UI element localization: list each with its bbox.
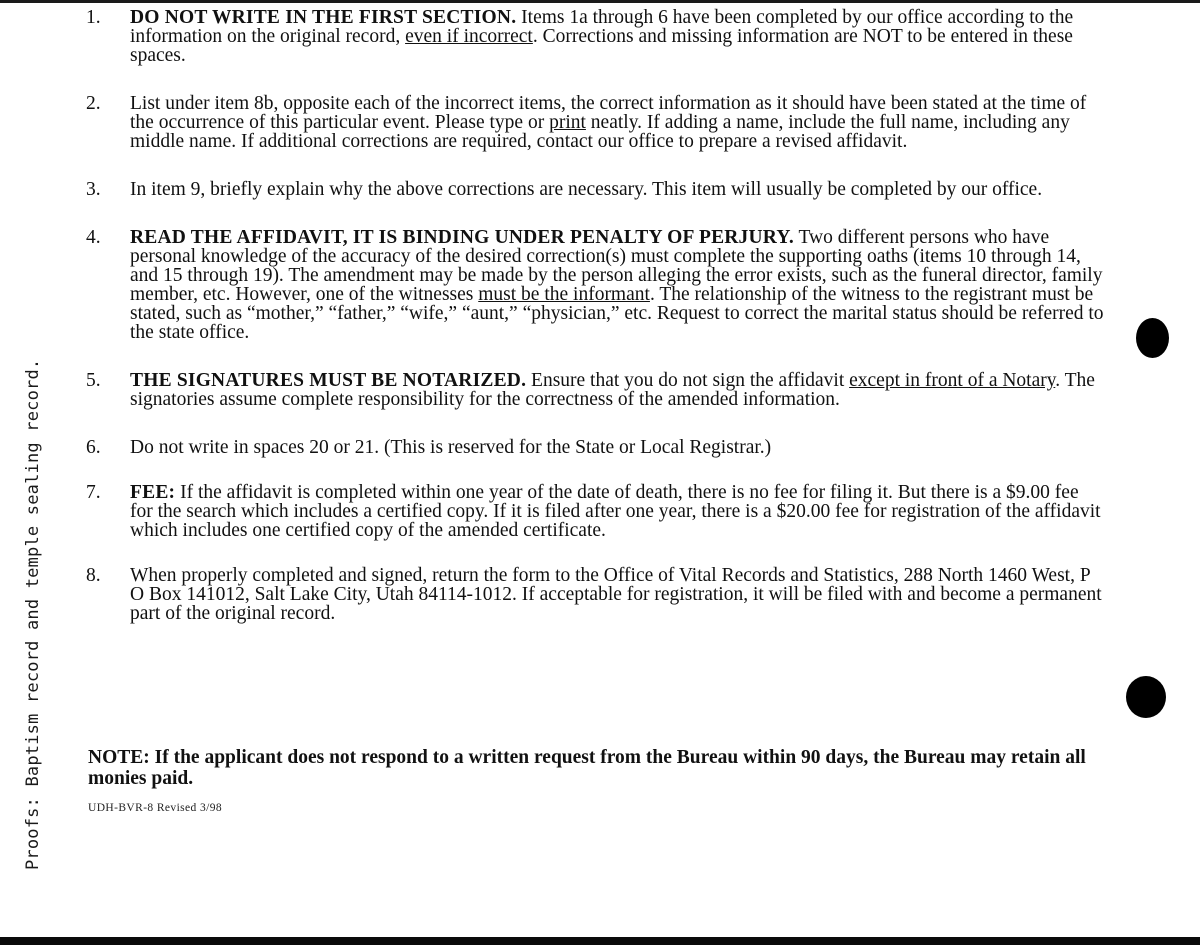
instruction-item-7	[84, 483, 1104, 540]
side-caption: Proofs: Baptism record and temple sealing record.	[23, 358, 43, 870]
item-text: In item 9, briefly explain why the above corrections are necessary. This item will usually be completed by our office.	[130, 179, 1043, 200]
item-text: . Corrections and missing information are NOT to be entered in these spaces.	[130, 26, 1073, 66]
form-code: UDH-BVR-8 Revised 3/98	[88, 802, 223, 814]
punch-hole-lower	[1126, 676, 1166, 718]
page-bottom-border	[0, 937, 1200, 945]
instruction-item-8	[84, 566, 1104, 623]
instruction-item-4	[84, 228, 1104, 342]
instructions-list	[84, 8, 1104, 623]
item-text: . The signatories assume complete responsibility for the correctness of the amended information.	[130, 370, 1095, 410]
item-number: 5.	[86, 370, 101, 391]
item-heading: FEE:	[130, 482, 176, 503]
item-emphasis: except in front of a Notary	[849, 370, 1056, 391]
item-text: . The relationship of the witness to the registrant must be stated, such as “mother,” “father,” “wife,” “aunt,” “physician,” etc. Request to correct the marital status should be referred to the state office.	[130, 284, 1104, 343]
instruction-item-2	[84, 94, 1104, 151]
page-top-border	[0, 0, 1200, 3]
item-text: Ensure that you do not sign the affidavit	[526, 370, 850, 391]
instruction-item-1	[84, 8, 1104, 65]
instruction-item-6	[84, 438, 1104, 457]
note: NOTE: If the applicant does not respond to a written request from the Bureau within 90 days, the Bureau may retain all monies paid.	[88, 747, 1086, 789]
instruction-item-3	[84, 180, 1104, 199]
item-number: 3.	[86, 179, 101, 200]
item-text: neatly. If adding a name, include the full name, including any middle name. If additional corrections are required, contact our office to prepare a revised affidavit.	[130, 112, 1070, 152]
item-number: 6.	[86, 437, 101, 458]
item-text: Items 1a through 6 have been completed by our office according to the information on the original record,	[130, 7, 1074, 47]
instruction-item-5	[84, 371, 1104, 409]
item-text: Do not write in spaces 20 or 21. (This is reserved for the State or Local Registrar.)	[130, 437, 772, 458]
item-heading: DO NOT WRITE IN THE FIRST SECTION.	[130, 7, 517, 28]
item-emphasis: print	[549, 112, 586, 133]
item-number: 1.	[86, 7, 101, 28]
item-number: 7.	[86, 482, 101, 503]
item-text: Two different persons who have personal knowledge of the accuracy of the desired correction(s) must complete the supporting oaths (items 10 through 14, and 15 through 19). The amendment may be made by the person alleging the error exists, such as the funeral director, family member, etc. However, one of the witnesses	[130, 227, 1103, 305]
item-emphasis: must be the informant	[478, 284, 650, 305]
item-heading: THE SIGNATURES MUST BE NOTARIZED.	[130, 370, 527, 391]
item-number: 2.	[86, 93, 101, 114]
item-number: 4.	[86, 227, 101, 248]
item-text: If the affidavit is completed within one year of the date of death, there is no fee for filing it. But there is a $9.00 fee for the search which includes a certified copy. If it is filed after one year, there is a $20.00 fee for registration of the affidavit which includes one certified copy of the amended certificate.	[130, 482, 1101, 541]
item-number: 8.	[86, 565, 101, 586]
item-heading: READ THE AFFIDAVIT, IT IS BINDING UNDER PENALTY OF PERJURY.	[130, 227, 794, 248]
punch-hole-upper	[1136, 318, 1169, 358]
item-text: List under item 8b, opposite each of the incorrect items, the correct information as it should have been stated at the time of the occurrence of this particular event. Please type or	[130, 93, 1087, 133]
item-text: When properly completed and signed, return the form to the Office of Vital Records and Statistics, 288 North 1460 West, P O Box 141012, Salt Lake City, Utah 84114-1012. If acceptable for registration, it will be filed with and become a permanent part of the original record.	[130, 565, 1102, 624]
item-emphasis: even if incorrect	[405, 26, 533, 47]
